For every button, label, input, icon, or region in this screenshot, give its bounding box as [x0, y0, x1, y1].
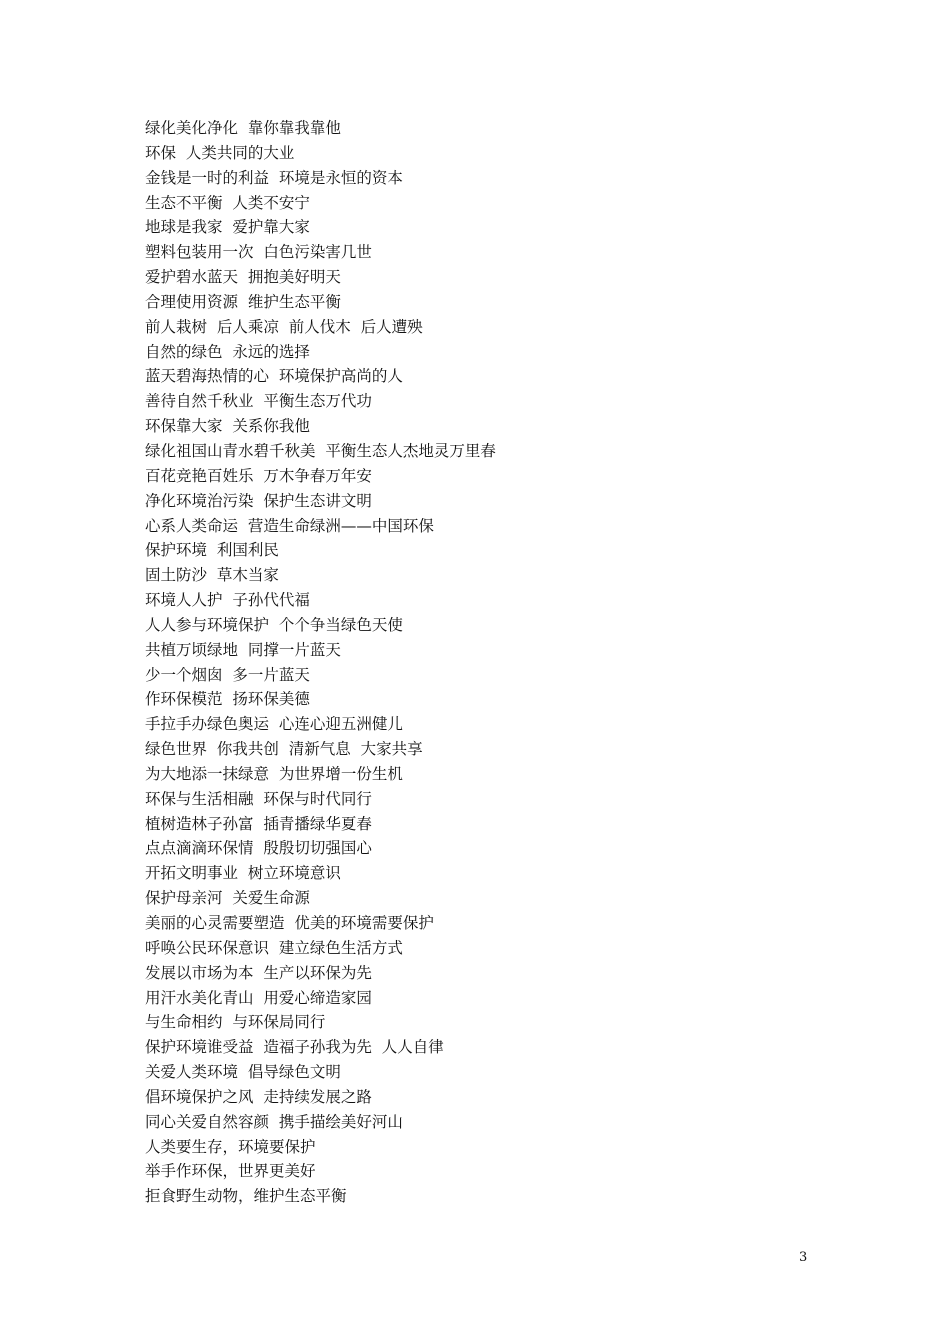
- slogan-line: 作环保模范 扬环保美德: [145, 690, 310, 709]
- slogan-line: 前人栽树 后人乘凉 前人伐木 后人遭殃: [145, 317, 423, 336]
- slogan-line: 开拓文明事业 树立环境意识: [145, 864, 341, 883]
- slogan-line: 关爱人类环境 倡导绿色文明: [145, 1063, 341, 1082]
- slogan-line: 合理使用资源 维护生态平衡: [145, 292, 341, 311]
- slogan-line: 百花竞艳百姓乐 万木争春万年安: [145, 466, 372, 485]
- slogan-line: 点点滴滴环保情 殷殷切切强国心: [145, 839, 372, 858]
- slogan-line: 保护环境 利国利民: [145, 541, 279, 560]
- slogan-line: 倡环境保护之风 走持续发展之路: [145, 1087, 372, 1106]
- slogan-line: 绿化美化净化 靠你靠我靠他: [145, 119, 341, 137]
- slogan-line: 环保 人类共同的大业: [145, 143, 295, 162]
- slogan-line: 生态不平衡 人类不安宁: [145, 193, 310, 212]
- slogan-line: 共植万顷绿地 同撑一片蓝天: [145, 640, 341, 659]
- slogan-line: 呼唤公民环保意识 建立绿色生活方式: [145, 938, 403, 957]
- slogan-line: 美丽的心灵需要塑造 优美的环境需要保护: [145, 914, 434, 932]
- slogan-line: 同心关爱自然容颜 携手描绘美好河山: [145, 1112, 403, 1131]
- slogan-line: 绿色世界 你我共创 清新气息 大家共享: [145, 740, 423, 759]
- slogan-line: 金钱是一时的利益 环境是永恒的资本: [145, 168, 403, 187]
- slogan-line: 保护环境谁受益 造福子孙我为先 人人自律: [145, 1038, 444, 1057]
- slogan-list: [145, 116, 496, 1209]
- slogan-line: 拒食野生动物，维护生态平衡: [145, 1187, 347, 1206]
- slogan-line: 环保与生活相融 环保与时代同行: [145, 789, 372, 808]
- slogan-line: 蓝天碧海热情的心 环境保护高尚的人: [145, 367, 403, 386]
- page-number: 3: [799, 1250, 808, 1265]
- slogan-line: 自然的绿色 永远的选择: [145, 342, 310, 361]
- slogan-line: 保护母亲河 关爱生命源: [145, 889, 310, 908]
- slogan-line: 爱护碧水蓝天 拥抱美好明天: [145, 268, 341, 287]
- slogan-line: 净化环境治污染 保护生态讲文明: [145, 491, 372, 510]
- slogan-line: 心系人类命运 营造生命绿洲——中国环保: [145, 516, 434, 535]
- slogan-line: 手拉手办绿色奥运 心连心迎五洲健儿: [145, 715, 403, 734]
- slogan-line: 发展以市场为本 生产以环保为先: [145, 963, 372, 982]
- slogan-line: 塑料包装用一次 白色污染害几世: [145, 243, 372, 262]
- slogan-line: 绿化祖国山青水碧千秋美 平衡生态人杰地灵万里春: [145, 441, 496, 460]
- slogan-line: 举手作环保，世界更美好: [145, 1162, 316, 1181]
- slogan-line: 用汗水美化青山 用爱心缔造家园: [145, 988, 372, 1007]
- slogan-line: 人人参与环境保护 个个争当绿色天使: [145, 615, 403, 634]
- slogan-line: 善待自然千秋业 平衡生态万代功: [145, 392, 372, 411]
- slogan-line: 人类要生存，环境要保护: [145, 1137, 316, 1156]
- slogan-line: 环保靠大家 关系你我他: [145, 417, 310, 436]
- slogan-line: 为大地添一抹绿意 为世界增一份生机: [145, 764, 403, 783]
- slogan-line: 固土防沙 草木当家: [145, 566, 279, 585]
- slogan-line: 与生命相约 与环保局同行: [145, 1013, 326, 1032]
- slogan-line: 环境人人护 子孙代代福: [145, 591, 310, 610]
- slogan-line: 地球是我家 爱护靠大家: [145, 218, 310, 237]
- slogan-line: 植树造林子孙富 插青播绿华夏春: [145, 814, 372, 833]
- slogan-line: 少一个烟囱 多一片蓝天: [145, 665, 310, 684]
